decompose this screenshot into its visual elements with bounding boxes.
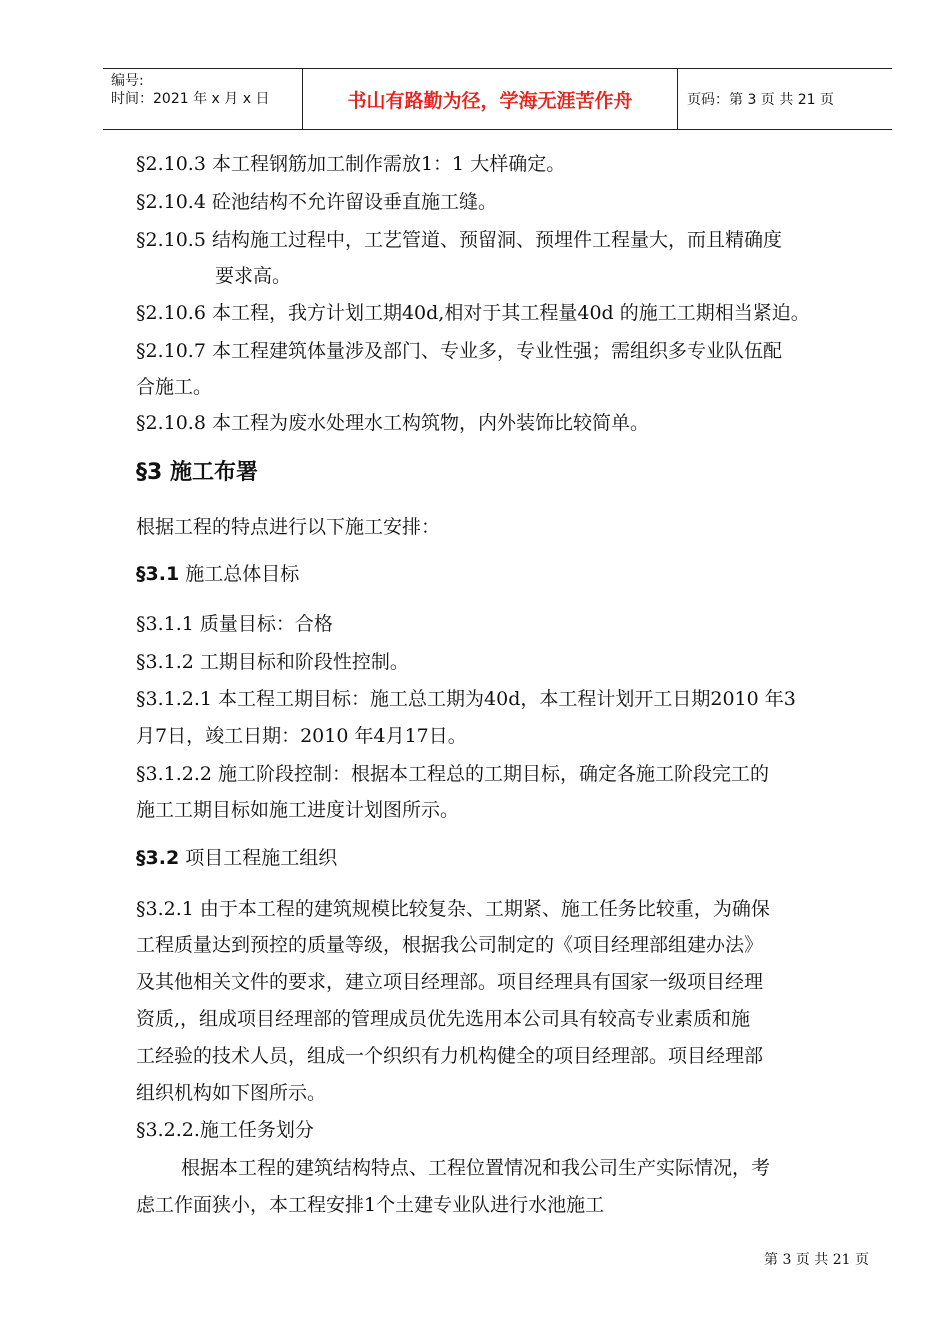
paragraph-3-1-2: §3.1.2 工期目标和阶段性控制。 [136,651,409,673]
header-page-info: 页码：第 3 页 共 21 页 [687,92,834,108]
subsection-number: §3.2 [136,847,180,869]
section-3-intro: 根据工程的特点进行以下施工安排： [136,516,441,538]
subsection-heading-3-1 [136,562,299,586]
paragraph-3-2-1-line1: §3.2.1 由于本工程的建筑规模比较复杂、工期紧、施工任务比较重，为确保 [136,898,770,920]
subsection-title: 施工总体目标 [179,563,300,585]
paragraph-3-2-2-line1: 根据本工程的建筑结构特点、工程位置情况和我公司生产实际情况，考 [181,1157,771,1179]
paragraph-3-2-1-line6: 组织机构如下图所示。 [136,1082,327,1104]
paragraph-2-10-5-line2: 要求高。 [215,265,292,287]
paragraph-2-10-7-line1: §2.10.7 本工程建筑体量涉及部门、专业多，专业性强；需组织多专业队伍配 [136,340,782,362]
paragraph-3-1-2-1-line1: §3.1.2.1 本工程工期目标：施工总工期为40d，本工程计划开工日期2010 年3 [136,688,796,710]
section-heading-3: §3 施工布署 [136,460,258,485]
paragraph-3-2-1-line5: 工经验的技术人员，组成一个织织有力机构健全的项目经理部。项目经理部 [136,1045,764,1067]
page-header [103,68,892,130]
paragraph-2-10-5-line1: §2.10.5 结构施工过程中，工艺管道、预留洞、预埋件工程量大，而且精确度 [136,229,782,251]
paragraph-3-1-2-2-line2: 施工工期目标如施工进度计划图所示。 [136,799,460,821]
paragraph-3-1-1: §3.1.1 质量目标：合格 [136,613,333,635]
paragraph-3-2-1-line3: 及其他相关文件的要求，建立项目经理部。项目经理具有国家一级项目经理 [136,971,764,993]
paragraph-3-2-1-line4: 资质,，组成项目经理部的管理成员优先选用本公司具有较高专业素质和施 [136,1008,751,1030]
page-footer: 第 3 页 共 21 页 [764,1252,869,1268]
paragraph-3-2-1-line2: 工程质量达到预控的质量等级，根据我公司制定的《项目经理部组建办法》 [136,934,764,956]
header-meta-cell [103,69,303,129]
header-time-label: 时间：2021 年 x 月 x 日 [111,91,270,107]
subsection-title: 项目工程施工组织 [179,847,338,869]
paragraph-2-10-8: §2.10.8 本工程为废水处理水工构筑物，内外装饰比较简单。 [136,412,649,434]
paragraph-3-2-2-line2: 虑工作面狭小，本工程安排1个土建专业队进行水池施工 [136,1194,605,1216]
paragraph-3-1-2-1-line2: 月7日，竣工日期：2010 年4月17日。 [136,725,467,747]
header-motto: 书山有路勤为径，学海无涯苦作舟 [303,69,678,129]
subsection-number: §3.1 [136,563,180,585]
paragraph-2-10-3: §2.10.3 本工程钢筋加工制作需放1：1 大样确定。 [136,153,566,175]
paragraph-2-10-6: §2.10.6 本工程，我方计划工期40d,相对于其工程量40d 的施工工期相当紧迫。 [136,302,810,324]
header-number-label: 编号: [111,73,144,89]
paragraph-2-10-7-line2: 合施工。 [136,376,213,398]
paragraph-3-1-2-2-line1: §3.1.2.2 施工阶段控制：根据本工程总的工期目标，确定各施工阶段完工的 [136,763,770,785]
paragraph-2-10-4: §2.10.4 砼池结构不允许留设垂直施工缝。 [136,191,497,213]
subsection-heading-3-2 [136,846,337,870]
paragraph-3-2-2-heading: §3.2.2.施工任务划分 [136,1119,314,1141]
